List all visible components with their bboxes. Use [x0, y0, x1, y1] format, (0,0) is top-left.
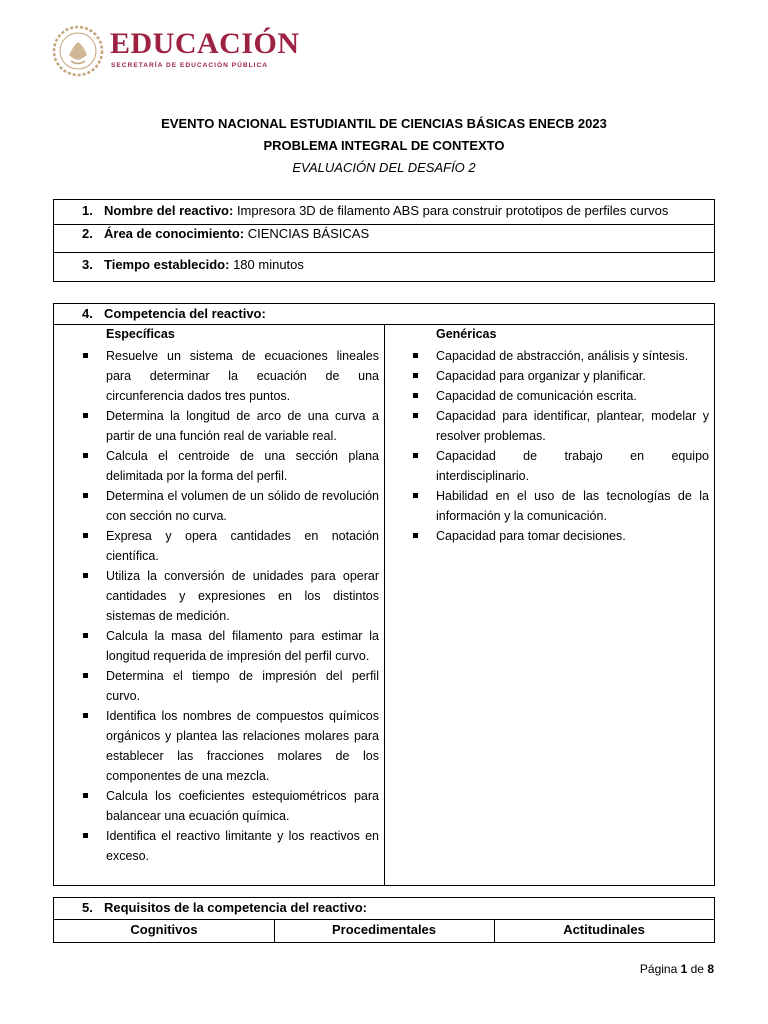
- event-title: EVENTO NACIONAL ESTUDIANTIL DE CIENCIAS BÁSICAS ENECB 2023: [161, 116, 607, 131]
- column-header-actitudinales: Actitudinales: [563, 922, 645, 937]
- list-item: Calcula el centroide de una sección plana delimitada por la forma del perfil.: [79, 446, 379, 486]
- info-row: 1. Nombre del reactivo: Impresora 3D de filamento ABS para construir prototipos de perfiles curvos: [82, 203, 669, 218]
- coat-of-arms-seal-icon: [52, 25, 104, 77]
- column-header-cognitivos: Cognitivos: [130, 922, 198, 937]
- list-item: Calcula la masa del filamento para estimar la longitud requerida de impresión del perfil curvo.: [79, 626, 379, 666]
- brand-subtitle: SECRETARÍA DE EDUCACIÓN PÚBLICA: [111, 62, 269, 69]
- list-item: Habilidad en el uso de las tecnologías de la información y la comunicación.: [409, 486, 709, 526]
- list-item: Capacidad para organizar y planificar.: [409, 366, 709, 386]
- list-item: Determina la longitud de arco de una curva a partir de una función real de variable real.: [79, 406, 379, 446]
- info-table: [53, 199, 715, 282]
- list-item: Capacidad de comunicación escrita.: [409, 386, 709, 406]
- list-item: Calcula los coeficientes estequiométricos para balancear una ecuación química.: [79, 786, 379, 826]
- genericas-heading: Genéricas: [436, 327, 497, 341]
- evaluation-title: EVALUACIÓN DEL DESAFÍO 2: [292, 160, 476, 175]
- problem-title: PROBLEMA INTEGRAL DE CONTEXTO: [263, 138, 505, 153]
- requisitos-table: [53, 897, 715, 943]
- list-item: Identifica los nombres de compuestos químicos orgánicos y plantea las relaciones molares para establecer las fracciones molares de los componentes de una mezcla.: [79, 706, 379, 786]
- list-item: Capacidad de trabajo en equipo interdisciplinario.: [409, 446, 709, 486]
- list-item: Capacidad para tomar decisiones.: [409, 526, 709, 546]
- list-item: Resuelve un sistema de ecuaciones lineales para determinar la ecuación de una circunferencia dados tres puntos.: [79, 346, 379, 406]
- especificas-heading: Específicas: [106, 327, 175, 341]
- competencia-heading: 4. Competencia del reactivo:: [82, 306, 266, 321]
- genericas-list: [409, 346, 709, 546]
- list-item: Determina el volumen de un sólido de revolución con sección no curva.: [79, 486, 379, 526]
- page-number: Página 1 de 8: [639, 962, 714, 976]
- brand-wordmark: EDUCACIÓN: [110, 27, 300, 60]
- especificas-list: [79, 346, 379, 866]
- list-item: Capacidad para identificar, plantear, modelar y resolver problemas.: [409, 406, 709, 446]
- column-header-procedimentales: Procedimentales: [331, 922, 437, 937]
- list-item: Expresa y opera cantidades en notación científica.: [79, 526, 379, 566]
- list-item: Utiliza la conversión de unidades para operar cantidades y expresiones en los distintos sistemas de medición.: [79, 566, 379, 626]
- list-item: Determina el tiempo de impresión del perfil curvo.: [79, 666, 379, 706]
- list-item: Identifica el reactivo limitante y los reactivos en exceso.: [79, 826, 379, 866]
- info-row: 3. Tiempo establecido: 180 minutos: [82, 257, 304, 272]
- list-item: Capacidad de abstracción, análisis y síntesis.: [409, 346, 709, 366]
- info-row: 2. Área de conocimiento: CIENCIAS BÁSICAS: [82, 226, 370, 241]
- requisitos-heading: 5. Requisitos de la competencia del reactivo:: [82, 900, 367, 915]
- competencia-table: [53, 303, 715, 886]
